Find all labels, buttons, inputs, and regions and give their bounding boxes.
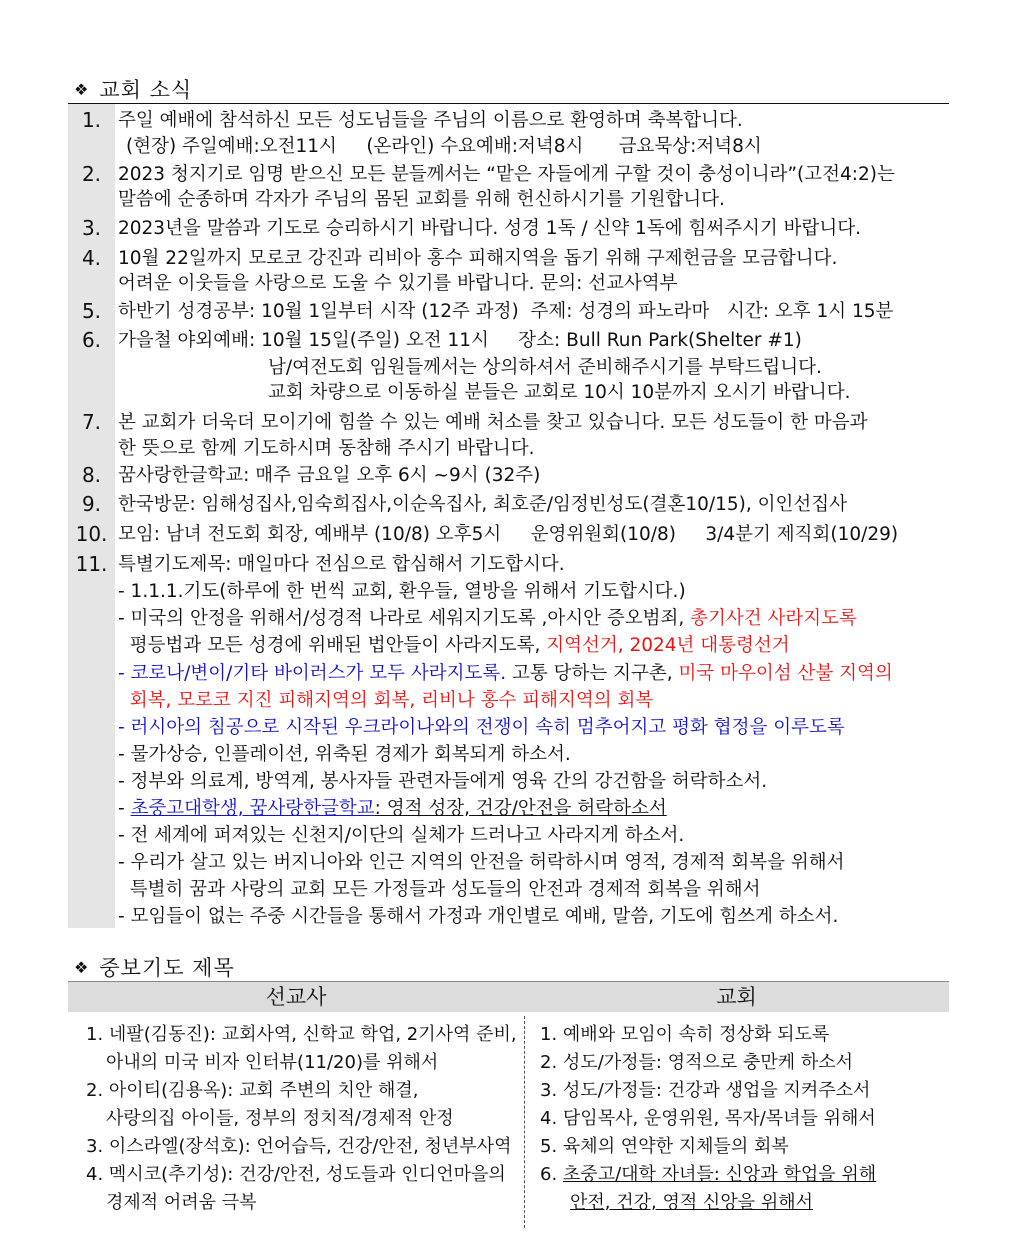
diamond-bullet-icon: ❖ xyxy=(74,80,90,99)
item-number: 9. xyxy=(81,492,102,516)
missionary-item-4: 4. 멕시코(추기성): 건강/안전, 성도들과 인디언마을의 xyxy=(86,1164,506,1185)
item-line: 특별기도제목: 매일마다 전심으로 합심해서 기도합시다. xyxy=(118,554,565,575)
item-line: 말씀에 순종하며 각자가 주님의 몸된 교회를 위해 헌신하시기를 기원합니다. xyxy=(118,189,725,210)
item-line: 가을철 야외예배: 10월 15일(주일) 오전 11시 장소: Bull Run Park(Shelter #1) xyxy=(118,330,802,351)
church-item-3: 3. 성도/가정들: 건강과 생업을 지켜주소서 xyxy=(540,1080,871,1101)
prayer-heading-text: 중보기도 제목 xyxy=(99,956,235,980)
highlight-red: 미국 마우이섬 산불 지역의 xyxy=(678,663,893,684)
item-number: 11. xyxy=(75,552,108,576)
missionary-column-title: 선교사 xyxy=(265,985,327,1009)
item-line: 모임: 남녀 전도회 회장, 예배부 (10/8) 오후5시 운영위원회(10/8) 3/4분기 제직회(10/29) xyxy=(118,524,899,545)
highlight-red: 지역선거, 2024년 대통령선거 xyxy=(546,635,790,656)
item-number: 10. xyxy=(75,522,108,546)
item-line: 10월 22일까지 모로코 강진과 리비아 홍수 피해지역을 돕기 위해 구제헌금을 모금합니다. xyxy=(118,248,838,269)
item-line: 교회 차량으로 이동하실 분들은 교회로 10시 10분까지 오시기 바랍니다. xyxy=(268,382,851,403)
church-item-5: 5. 육체의 연약한 지체들의 회복 xyxy=(540,1136,789,1157)
highlight-red: 총기사건 사라지도록 xyxy=(690,608,857,629)
missionary-item-2-line-2: 사랑의집 아이들, 정부의 정치적/경제적 안정 xyxy=(106,1108,454,1129)
item-line: 한국방문: 임해성집사,임숙희집사,이순옥집사, 최호준/임정빈성도(결혼10/15), 이인선집사 xyxy=(118,494,847,515)
item-line: 2023 청지기로 임명 받으신 모든 분들께서는 “맡은 자들에게 구할 것이 충성이니라”(고전4:2)는 xyxy=(118,164,895,185)
missionary-item-2: 2. 아이티(김용옥): 교회 주변의 치안 해결, xyxy=(86,1080,419,1101)
item-number: 8. xyxy=(81,463,102,487)
item-line: 본 교회가 더욱더 모이기에 힘쓸 수 있는 예배 처소를 찾고 있습니다. 모든 성도들이 한 마음과 xyxy=(118,412,868,433)
highlight-blue: - 코로나/변이/기타 바이러스가 모두 사라지도록. xyxy=(118,663,507,684)
missionary-item-3: 3. 이스라엘(장석호): 언어습득, 건강/안전, 청년부사역 xyxy=(86,1136,512,1157)
prayer-column-header-row xyxy=(68,981,949,1012)
item-number: 3. xyxy=(81,216,102,240)
item-number: 1. xyxy=(81,108,102,132)
column-divider xyxy=(524,1016,525,1228)
church-item-2: 2. 성도/가정들: 영적으로 충만케 하소서 xyxy=(540,1052,854,1073)
item-line: 어려운 이웃들을 사랑으로 도울 수 있기를 바랍니다. 문의: 선교사역부 xyxy=(118,273,678,294)
highlight-blue-underlined: 초중고대학생, 꿈사랑한글학교 xyxy=(130,798,375,819)
item-line: 꿈사랑한글학교: 매주 금요일 오후 6시 ~9시 (32주) xyxy=(118,465,541,486)
item-line: (현장) 주일예배:오전11시 (온라인) 수요예배:저녁8시 금요묵상:저녁8시 xyxy=(126,136,762,157)
church-column-title: 교회 xyxy=(716,985,757,1009)
news-section-heading xyxy=(74,74,192,104)
item-line: 한 뜻으로 함께 기도하시며 동참해 주시기 바랍니다. xyxy=(118,438,535,459)
item-number: 4. xyxy=(81,246,102,270)
item-line: 하반기 성경공부: 10월 1일부터 시작 (12주 과정) 주제: 성경의 파노라마 시간: 오후 1시 15분 xyxy=(118,301,894,322)
prayer-section-heading xyxy=(74,952,235,982)
news-list: 1. 주일 예배에 참석하신 모든 성도님들을 주님의 이름으로 환영하며 축복합니다. (현장) 주일예배:오전11시 (온라인) 수요예배:저녁8시 금요묵상:저녁8시 2. 2023 청지기로 임명 받으신 모든 분들께서는 “맡은 자들에게 구할 것이 충성이니라”(고전4:2)는 말씀에 순종하며 각자가 주님의 몸된 교회를 위해 헌신하시기를 기원합니다. 3. 2023년을 말씀과 기도로 승리하시기 바랍니다. 성경 1독 / 신약 1독에 힘써주시기 바랍니다. 4. 10월 22일까지 모로코 강진과 리비아 홍수 피해지역을 돕기 위해 구제헌금을 모금합니다. 어려운 이웃들을 사랑으로 도울 수 있기를 바랍니다. 문의: 선교사역부 5. 하반기 성경공부: 10월 1일부터 시작 (12주 과정) 주제: 성경의 파노라마 시간: 오후 1시 15분 6. 가을철 야외예배: 10월 15일(주일) 오전 11시 장소: Bull Run Park(Shelter #1) 남/여전도회 임원들께서는 상의하셔서 준비해주시기를 부탁드립니다. 교회 차량으로 이동하실 분들은 교회로 10시 10분까지 오시기 바랍니다. 7. 본 교회가 더욱더 모이기에 힘쓸 수 있는 예배 처소를 찾고 있습니다. 모든 성도들이 한 마음과 한 뜻으로 함께 기도하시며 동참해 주시기 바랍니다. 8. 꿈사랑한글학교: 매주 금요일 오후 6시 ~9시 (32주) 9. 한국방문: 임해성집사,임숙희집사,이순옥집사, 최호준/임정빈성도(결혼10/15), 이인선집사 10. 모임: 남녀 전도회 회장, 예배부 (10/8) 오후5시 운영위원회(10/8) 3/4분기 제직회(10/29) 11. 특별기도제목: 매일마다 전심으로 합심해서 기도합시다. - 1.1.1.기도(하루에 한 번씩 교회, 환우들, 열방을 위해서 기도합시다.) - 미국의 안정을 위해서/성경적 나라로 세워지기도록 ,아시안 증오범죄, 총기사건 사라지도록 평등법과 모든 성경에 위배된 법안들이 사라지도록, 지역선거, 2024년 대통령선거 - 코로나/변이/기타 바이러스가 모두 사라지도록. 고통 당하는 지구촌, 미국 마우이섬 산불 지역의 회복, 모로코 지진 피해지역의 회복, 리비나 홍수 피해지역의 회복 - 러시아의 침공으로 시작된 우크라이나와의 전쟁이 속히 멈추어지고 평화 협정을 이루도록 - 물가상승, 인플레이션, 위축된 경제가 회복되게 하소서. - 정부와 의료계, 방역계, 봉사자들 관련자들에게 영육 간의 강건함을 허락하소서. - 초중고대학생, 꿈사랑한글학교: 영적 성장, 건강/안전을 허락하소서 - 전 세계에 퍼져있는 신천지/이단의 실체가 드러나고 사라지게 하소서. - 우리가 살고 있는 버지니아와 인근 지역의 안전을 허락하시며 영적, 경제적 회복을 위해서 특별히 꿈과 사랑의 교회 모든 가정들과 성도들의 안전과 경제적 회복을 위해서 - 모임들이 없는 주중 시간들을 통해서 가정과 개인별로 예배, 말씀, 기도에 힘쓰게 하소서. xyxy=(68,104,949,928)
missionary-item-1-line-2: 아내의 미국 비자 인터뷰(11/20)를 위해서 xyxy=(106,1052,439,1073)
item-line: 주일 예배에 참석하신 모든 성도님들을 주님의 이름으로 환영하며 축복합니다. xyxy=(118,110,743,131)
item-line: 2023년을 말씀과 기도로 승리하시기 바랍니다. 성경 1독 / 신약 1독에 힘써주시기 바랍니다. xyxy=(118,218,862,239)
church-item-4: 4. 담임목사, 운영위원, 목자/목녀들 위해서 xyxy=(540,1108,876,1129)
church-item-1: 1. 예배와 모임이 속히 정상화 되도록 xyxy=(540,1024,830,1045)
item-line: 남/여전도회 임원들께서는 상의하셔서 준비해주시기를 부탁드립니다. xyxy=(268,357,822,378)
item-number: 5. xyxy=(81,299,102,323)
item-number: 7. xyxy=(81,410,102,434)
church-item-6: 6. 초중고/대학 자녀들: 신앙과 학업을 위해 xyxy=(540,1164,877,1185)
item-number: 6. xyxy=(81,328,102,352)
news-heading-text: 교회 소식 xyxy=(99,78,193,102)
church-item-6-line-2: 안전, 건강, 영적 신앙을 위해서 xyxy=(570,1192,813,1213)
missionary-item-4-line-2: 경제적 어려움 극복 xyxy=(106,1192,257,1213)
diamond-bullet-icon: ❖ xyxy=(74,958,90,977)
item-number: 2. xyxy=(81,162,102,186)
missionary-item-1: 1. 네팔(김동진): 교회사역, 신학교 학업, 2기사역 준비, xyxy=(86,1024,517,1045)
